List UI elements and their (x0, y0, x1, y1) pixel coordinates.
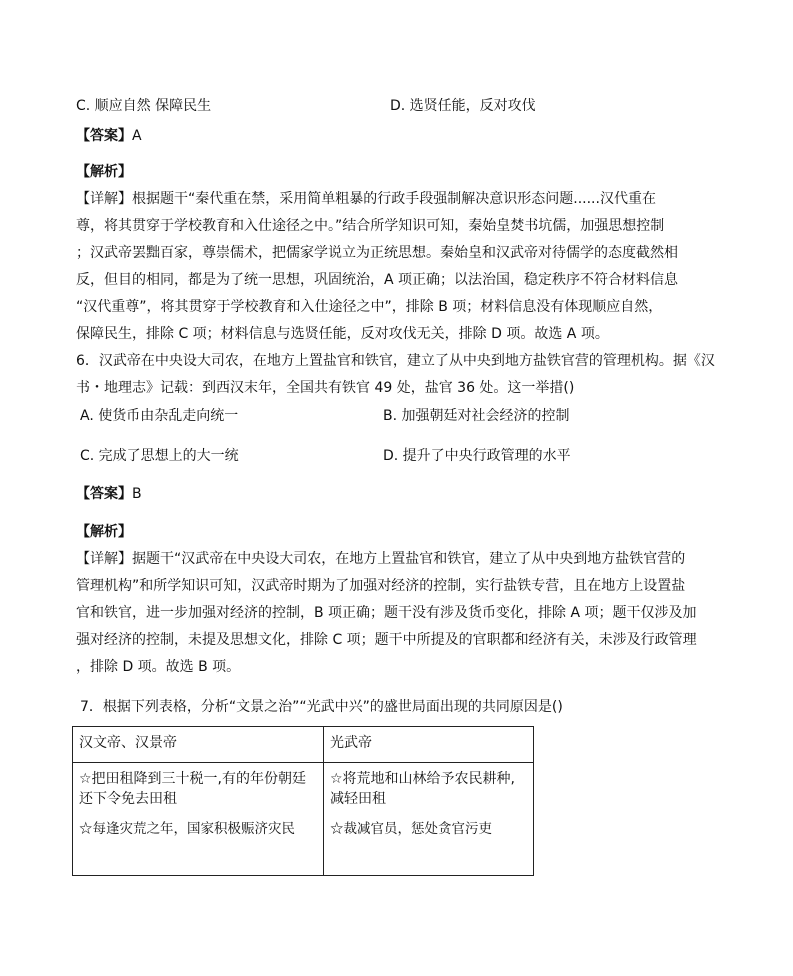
q6-option-d: D. 提升了中央行政管理的水平 (383, 448, 571, 464)
q6-option-a: A. 使货币由杂乱走向统一 (80, 408, 239, 424)
table-header-cell: 光武帝 (324, 727, 534, 763)
q5-detail-line: 保障民生，排除 C 项；材料信息与选贤任能，反对攻伐无关，排除 D 项。故选 A 项。 (76, 326, 609, 342)
q5-answer (76, 126, 142, 146)
table-cell-line: ☆每逢灾荒之年，国家积极赈济灾民 (79, 821, 295, 837)
table-cell-emperors-wen-jing (73, 763, 324, 876)
q6-answer (76, 484, 142, 504)
q5-analysis-label: 【解析】 (76, 164, 132, 180)
table-cell-line: 减轻田租 (330, 791, 386, 807)
answer-value: A (132, 128, 142, 144)
table-cell-line: ☆把田租降到三十税一,有的年份朝廷 (79, 771, 307, 787)
table-cell-emperor-guangwu (324, 763, 534, 876)
answer-label: 【答案】 (76, 128, 132, 144)
comparison-table (72, 726, 534, 876)
answer-label: 【答案】 (76, 486, 132, 502)
q5-detail-line: 反，但目的相同，都是为了统一思想，巩固统治，A 项正确；以法治国，稳定秩序不符合材料信息 (76, 272, 679, 288)
q5-detail-line: 【详解】根据题干“秦代重在禁，采用简单粗暴的行政手段强制解决意识形态问题......汉代重在 (76, 191, 656, 207)
q6-detail-line: 官和铁官，进一步加强对经济的控制，B 项正确；题干没有涉及货币变化，排除 A 项；题干仅涉及加 (76, 605, 697, 621)
q6-detail-line: ，排除 D 项。故选 B 项。 (76, 659, 241, 675)
q6-stem-line: 6．汉武帝在中央设大司农，在地方上置盐官和铁官，建立了从中央到地方盐铁官营的管理机构。据《汉 (76, 353, 715, 369)
q6-option-b: B. 加强朝廷对社会经济的控制 (383, 408, 570, 424)
table-cell-line: ☆将荒地和山林给予农民耕种, (330, 771, 516, 787)
q5-detail-line: 尊，将其贯穿于学校教育和入仕途径之中。”结合所学知识可知，秦始皇焚书坑儒，加强思想控制 (76, 218, 665, 234)
q7-stem: 7．根据下列表格，分析“文景之治”“光武中兴”的盛世局面出现的共同原因是() (80, 699, 563, 715)
table-cell-line: 还下令免去田租 (79, 791, 177, 807)
q6-option-c: C. 完成了思想上的大一统 (80, 448, 239, 464)
q6-detail-line: 强对经济的控制，未提及思想文化，排除 C 项；题干中所提及的官职都和经济有关，未涉及行政管理 (76, 632, 697, 648)
q6-detail-line: 【详解】据题干“汉武帝在中央设大司农，在地方上置盐官和铁官，建立了从中央到地方盐铁官营的 (76, 551, 686, 567)
q6-stem-line: 书・地理志》记载：到西汉末年，全国共有铁官 49 处，盐官 36 处。这一举措() (76, 380, 575, 396)
table-cell-line: ☆裁减官员，惩处贪官污吏 (330, 821, 492, 837)
answer-value: B (132, 486, 142, 502)
q6-analysis-label: 【解析】 (76, 524, 132, 540)
q5-option-d: D. 选贤任能，反对攻伐 (390, 98, 536, 114)
q5-detail-line: ；汉武帝罢黜百家，尊崇儒术，把儒家学说立为正统思想。秦始皇和汉武帝对待儒学的态度截然相 (76, 245, 678, 261)
q5-detail-line: “汉代重尊”，将其贯穿于学校教育和入仕途径之中”，排除 B 项；材料信息没有体现顺应自然， (76, 299, 663, 315)
table-header-cell: 汉文帝、汉景帝 (73, 727, 324, 763)
q6-detail-line: 管理机构”和所学知识可知，汉武帝时期为了加强对经济的控制，实行盐铁专营，且在地方上设置盐 (76, 578, 686, 594)
q5-option-c: C. 顺应自然 保障民生 (76, 98, 212, 114)
